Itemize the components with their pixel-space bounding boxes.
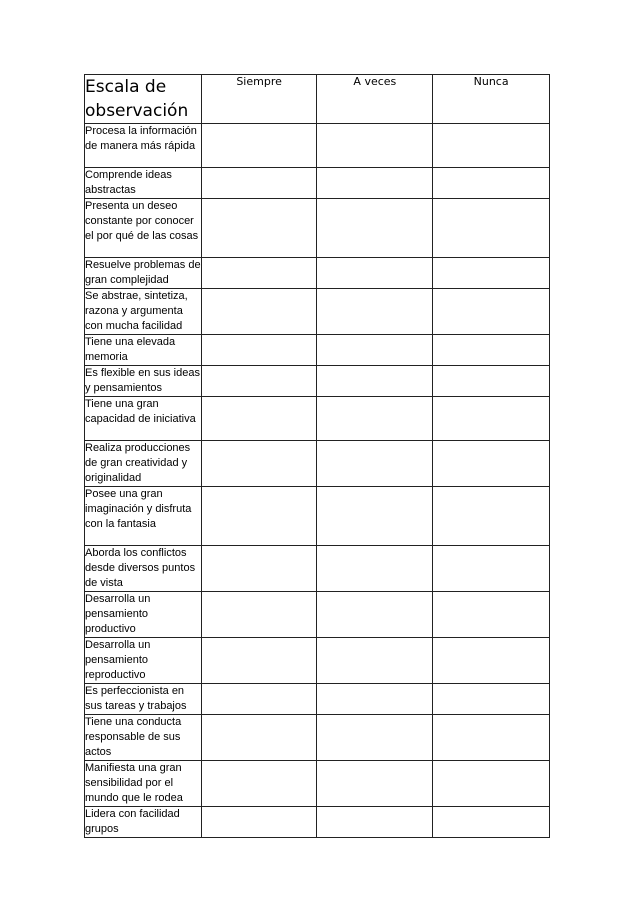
rating-cell-siempre[interactable] (201, 638, 317, 684)
header-row (85, 75, 550, 124)
table-row (85, 366, 550, 397)
rating-cell-siempre[interactable] (201, 199, 317, 258)
rating-cell-a-veces[interactable] (317, 546, 433, 592)
rating-cell-a-veces[interactable] (317, 761, 433, 807)
behavior-item: Es perfeccionista en sus tareas y trabajos (85, 684, 202, 715)
rating-cell-nunca[interactable] (433, 258, 550, 289)
behavior-item: Tiene una conducta responsable de sus actos (85, 715, 202, 761)
rating-cell-a-veces[interactable] (317, 289, 433, 335)
rating-cell-a-veces[interactable] (317, 807, 433, 838)
rating-cell-siempre[interactable] (201, 397, 317, 441)
table-row (85, 715, 550, 761)
rating-cell-siempre[interactable] (201, 289, 317, 335)
rating-cell-siempre[interactable] (201, 546, 317, 592)
behavior-item: Lidera con facilidad grupos (85, 807, 202, 838)
behavior-item: Desarrolla un pensamiento reproductivo (85, 638, 202, 684)
rating-cell-nunca[interactable] (433, 124, 550, 168)
rating-cell-siempre[interactable] (201, 441, 317, 487)
rating-cell-nunca[interactable] (433, 366, 550, 397)
rating-cell-a-veces[interactable] (317, 124, 433, 168)
rating-cell-nunca[interactable] (433, 397, 550, 441)
rating-cell-nunca[interactable] (433, 168, 550, 199)
rating-cell-nunca[interactable] (433, 546, 550, 592)
rating-cell-a-veces[interactable] (317, 168, 433, 199)
rating-cell-siempre[interactable] (201, 807, 317, 838)
behavior-item: Realiza producciones de gran creatividad y originalidad (85, 441, 202, 487)
table-row (85, 441, 550, 487)
table-row (85, 592, 550, 638)
rating-cell-a-veces[interactable] (317, 715, 433, 761)
rating-cell-siempre[interactable] (201, 684, 317, 715)
table-row (85, 684, 550, 715)
rating-cell-a-veces[interactable] (317, 397, 433, 441)
table-row (85, 638, 550, 684)
rating-cell-siempre[interactable] (201, 168, 317, 199)
rating-cell-siempre[interactable] (201, 335, 317, 366)
rating-cell-a-veces[interactable] (317, 366, 433, 397)
rating-cell-nunca[interactable] (433, 441, 550, 487)
behavior-item: Es flexible en sus ideas y pensamientos (85, 366, 202, 397)
table-row (85, 289, 550, 335)
column-header-a-veces: A veces (317, 75, 433, 124)
rating-cell-siempre[interactable] (201, 761, 317, 807)
rating-cell-siempre[interactable] (201, 592, 317, 638)
behavior-item: Tiene una gran capacidad de iniciativa (85, 397, 202, 441)
table-row (85, 807, 550, 838)
rating-cell-nunca[interactable] (433, 638, 550, 684)
behavior-item: Presenta un deseo constante por conocer el por qué de las cosas (85, 199, 202, 258)
rating-cell-a-veces[interactable] (317, 684, 433, 715)
column-header-nunca: Nunca (433, 75, 550, 124)
rating-cell-nunca[interactable] (433, 289, 550, 335)
table-row (85, 761, 550, 807)
rating-cell-nunca[interactable] (433, 592, 550, 638)
rating-cell-nunca[interactable] (433, 715, 550, 761)
rating-cell-nunca[interactable] (433, 807, 550, 838)
rating-cell-siempre[interactable] (201, 366, 317, 397)
rating-cell-nunca[interactable] (433, 684, 550, 715)
behavior-item: Resuelve problemas de gran complejidad (85, 258, 202, 289)
rating-cell-nunca[interactable] (433, 487, 550, 546)
behavior-item: Tiene una elevada memoria (85, 335, 202, 366)
table-row (85, 487, 550, 546)
rating-cell-siempre[interactable] (201, 258, 317, 289)
rating-cell-nunca[interactable] (433, 199, 550, 258)
observation-scale-table (84, 74, 550, 838)
behavior-item: Posee una gran imaginación y disfruta con la fantasia (85, 487, 202, 546)
table-row (85, 546, 550, 592)
behavior-item: Manifiesta una gran sensibilidad por el mundo que le rodea (85, 761, 202, 807)
rating-cell-a-veces[interactable] (317, 335, 433, 366)
rating-cell-a-veces[interactable] (317, 592, 433, 638)
rating-cell-nunca[interactable] (433, 335, 550, 366)
rating-cell-a-veces[interactable] (317, 638, 433, 684)
table-row (85, 258, 550, 289)
rating-cell-a-veces[interactable] (317, 199, 433, 258)
behavior-item: Se abstrae, sintetiza, razona y argumenta con mucha facilidad (85, 289, 202, 335)
table-title: Escala de observación (85, 75, 202, 124)
rating-cell-a-veces[interactable] (317, 487, 433, 546)
column-header-siempre: Siempre (201, 75, 317, 124)
behavior-item: Procesa la información de manera más rápida (85, 124, 202, 168)
table-row (85, 335, 550, 366)
behavior-item: Comprende ideas abstractas (85, 168, 202, 199)
rating-cell-siempre[interactable] (201, 487, 317, 546)
behavior-item: Desarrolla un pensamiento productivo (85, 592, 202, 638)
behavior-item: Aborda los conflictos desde diversos puntos de vista (85, 546, 202, 592)
rating-cell-a-veces[interactable] (317, 441, 433, 487)
rating-cell-siempre[interactable] (201, 124, 317, 168)
rating-cell-nunca[interactable] (433, 761, 550, 807)
table-row (85, 124, 550, 168)
table-row (85, 199, 550, 258)
rating-cell-siempre[interactable] (201, 715, 317, 761)
table-row (85, 397, 550, 441)
table-row (85, 168, 550, 199)
table-body (85, 124, 550, 838)
rating-cell-a-veces[interactable] (317, 258, 433, 289)
